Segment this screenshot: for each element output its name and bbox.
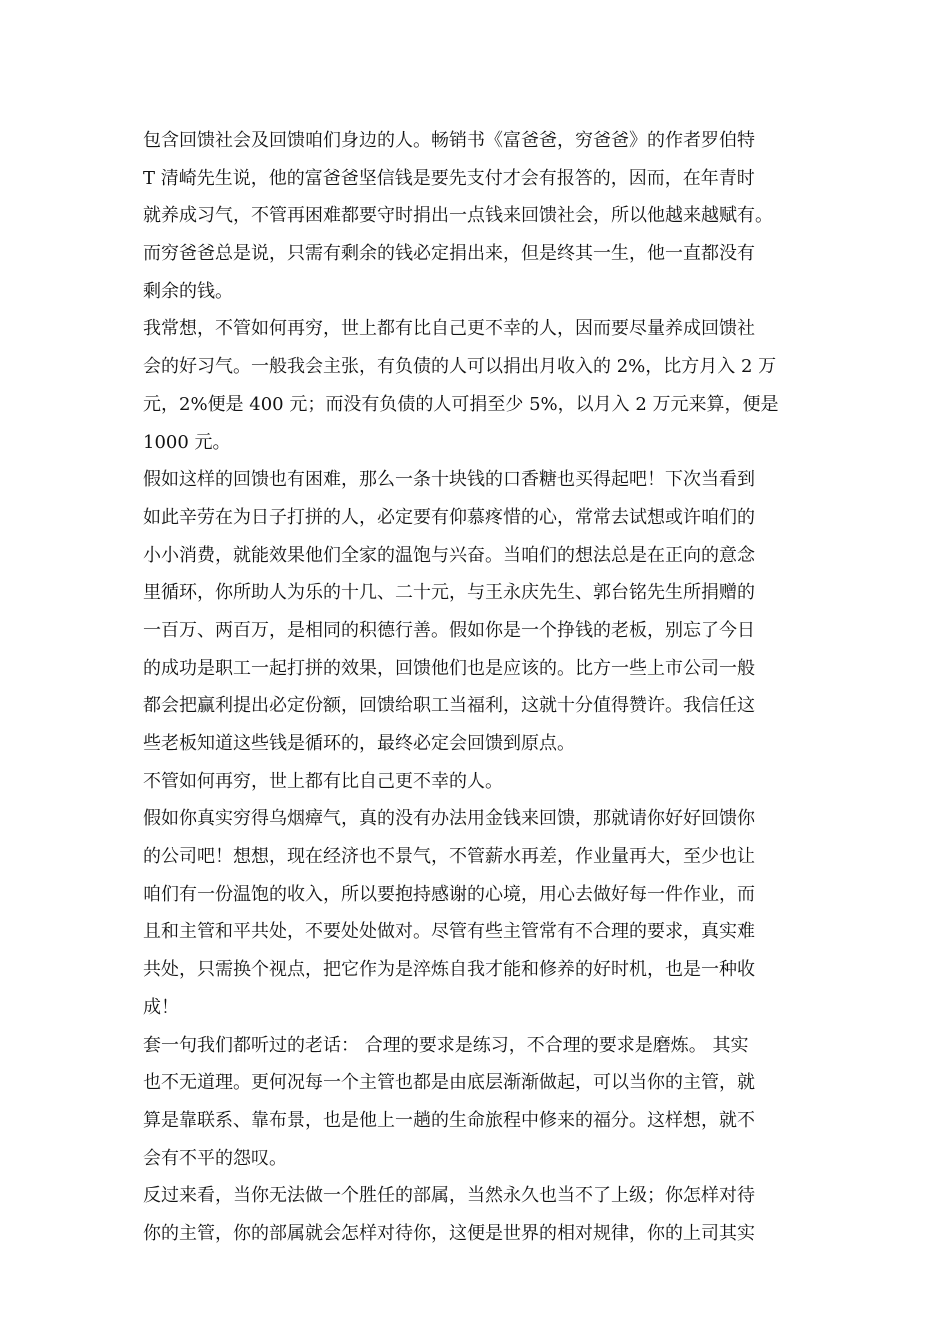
paragraph — [143, 1027, 811, 1178]
text-line: 假如你真实穷得乌烟瘴气，真的没有办法用金钱来回馈，那就请你好好回馈你 — [143, 808, 755, 830]
text-line: 套一句我们都听过的老话： 合理的要求是练习，不合理的要求是磨炼。 其实 — [143, 1034, 749, 1056]
text-line: 假如这样的回馈也有困难，那么一条十块钱的口香糖也买得起吧！下次当看到 — [143, 469, 755, 491]
text-line: 且和主管和平共处，不要处处做对。尽管有些主管常有不合理的要求，真实难 — [143, 921, 755, 943]
text-line: 咱们有一份温饱的收入，所以要抱持感谢的心境，用心去做好每一件作业，而 — [143, 883, 755, 905]
text-line: 些老板知道这些钱是循环的，最终必定会回馈到原点。 — [143, 733, 575, 754]
text-line: 包含回馈社会及回馈咱们身边的人。畅销书《富爸爸，穷爸爸》的作者罗伯特 — [143, 130, 755, 151]
text-line: 里循环，你所助人为乐的十几、二十元，与王永庆先生、郭台铭先生所捐赠的 — [143, 582, 755, 604]
text-line: 都会把赢利提出必定份额，回馈给职工当福利，这就十分值得赞许。我信任这 — [143, 695, 755, 717]
paragraph — [143, 310, 811, 461]
text-line: 不管如何再穷，世上都有比自己更不幸的人。 — [143, 770, 503, 792]
text-line: T 清崎先生说，他的富爸爸坚信钱是要先支付才会有报答的，因而，在年青时 — [143, 167, 755, 189]
text-line: 算是靠联系、靠布景，也是他上一趟的生命旅程中修来的福分。这样想，就不 — [143, 1109, 755, 1131]
text-line: 会的好习气。一般我会主张，有负债的人可以捐出月收入的 2%，比方月入 2 万 — [143, 356, 777, 378]
text-line: 1000 元。 — [143, 431, 231, 453]
text-line: 就养成习气，不管再困难都要守时捐出一点钱来回馈社会，所以他越来越赋有。 — [143, 205, 773, 227]
paragraph — [143, 461, 811, 763]
text-line: 剩余的钱。 — [143, 280, 233, 302]
text-line: 一百万、两百万，是相同的积德行善。假如你是一个挣钱的老板，别忘了今日 — [143, 619, 755, 641]
text-line: 也不无道理。更何况每一个主管也都是由底层渐渐做起，可以当你的主管，就 — [143, 1072, 755, 1094]
paragraph — [143, 122, 811, 310]
text-line: 反过来看，当你无法做一个胜任的部属，当然永久也当不了上级；你怎样对待 — [143, 1185, 755, 1207]
text-line: 元，2%便是 400 元；而没有负债的人可捐至少 5%，以月入 2 万元来算，便是 — [143, 393, 779, 415]
text-line: 我常想，不管如何再穷，世上都有比自己更不幸的人，因而要尽量养成回馈社 — [143, 318, 755, 340]
text-line: 如此辛劳在为日子打拼的人，必定要有仰慕疼惜的心，常常去试想或许咱们的 — [143, 506, 755, 528]
text-line: 小小消费，就能效果他们全家的温饱与兴奋。当咱们的想法总是在正向的意念 — [143, 544, 755, 566]
document-body — [143, 122, 811, 1253]
paragraph — [143, 800, 811, 1026]
text-line: 而穷爸爸总是说，只需有剩余的钱必定捐出来，但是终其一生，他一直都没有 — [143, 243, 755, 265]
text-line: 的公司吧！想想，现在经济也不景气，不管薪水再差，作业量再大，至少也让 — [143, 846, 755, 868]
text-line: 共处，只需换个视点，把它作为是淬炼自我才能和修养的好时机，也是一种收 — [143, 959, 755, 981]
text-line: 成！ — [143, 996, 179, 1018]
text-line: 的成功是职工一起打拼的效果，回馈他们也是应该的。比方一些上市公司一般 — [143, 657, 755, 679]
paragraph — [143, 1177, 811, 1252]
paragraph — [143, 763, 811, 801]
text-line: 会有不平的怨叹。 — [143, 1147, 287, 1169]
text-line: 你的主管，你的部属就会怎样对待你，这便是世界的相对规律，你的上司其实 — [143, 1222, 755, 1244]
